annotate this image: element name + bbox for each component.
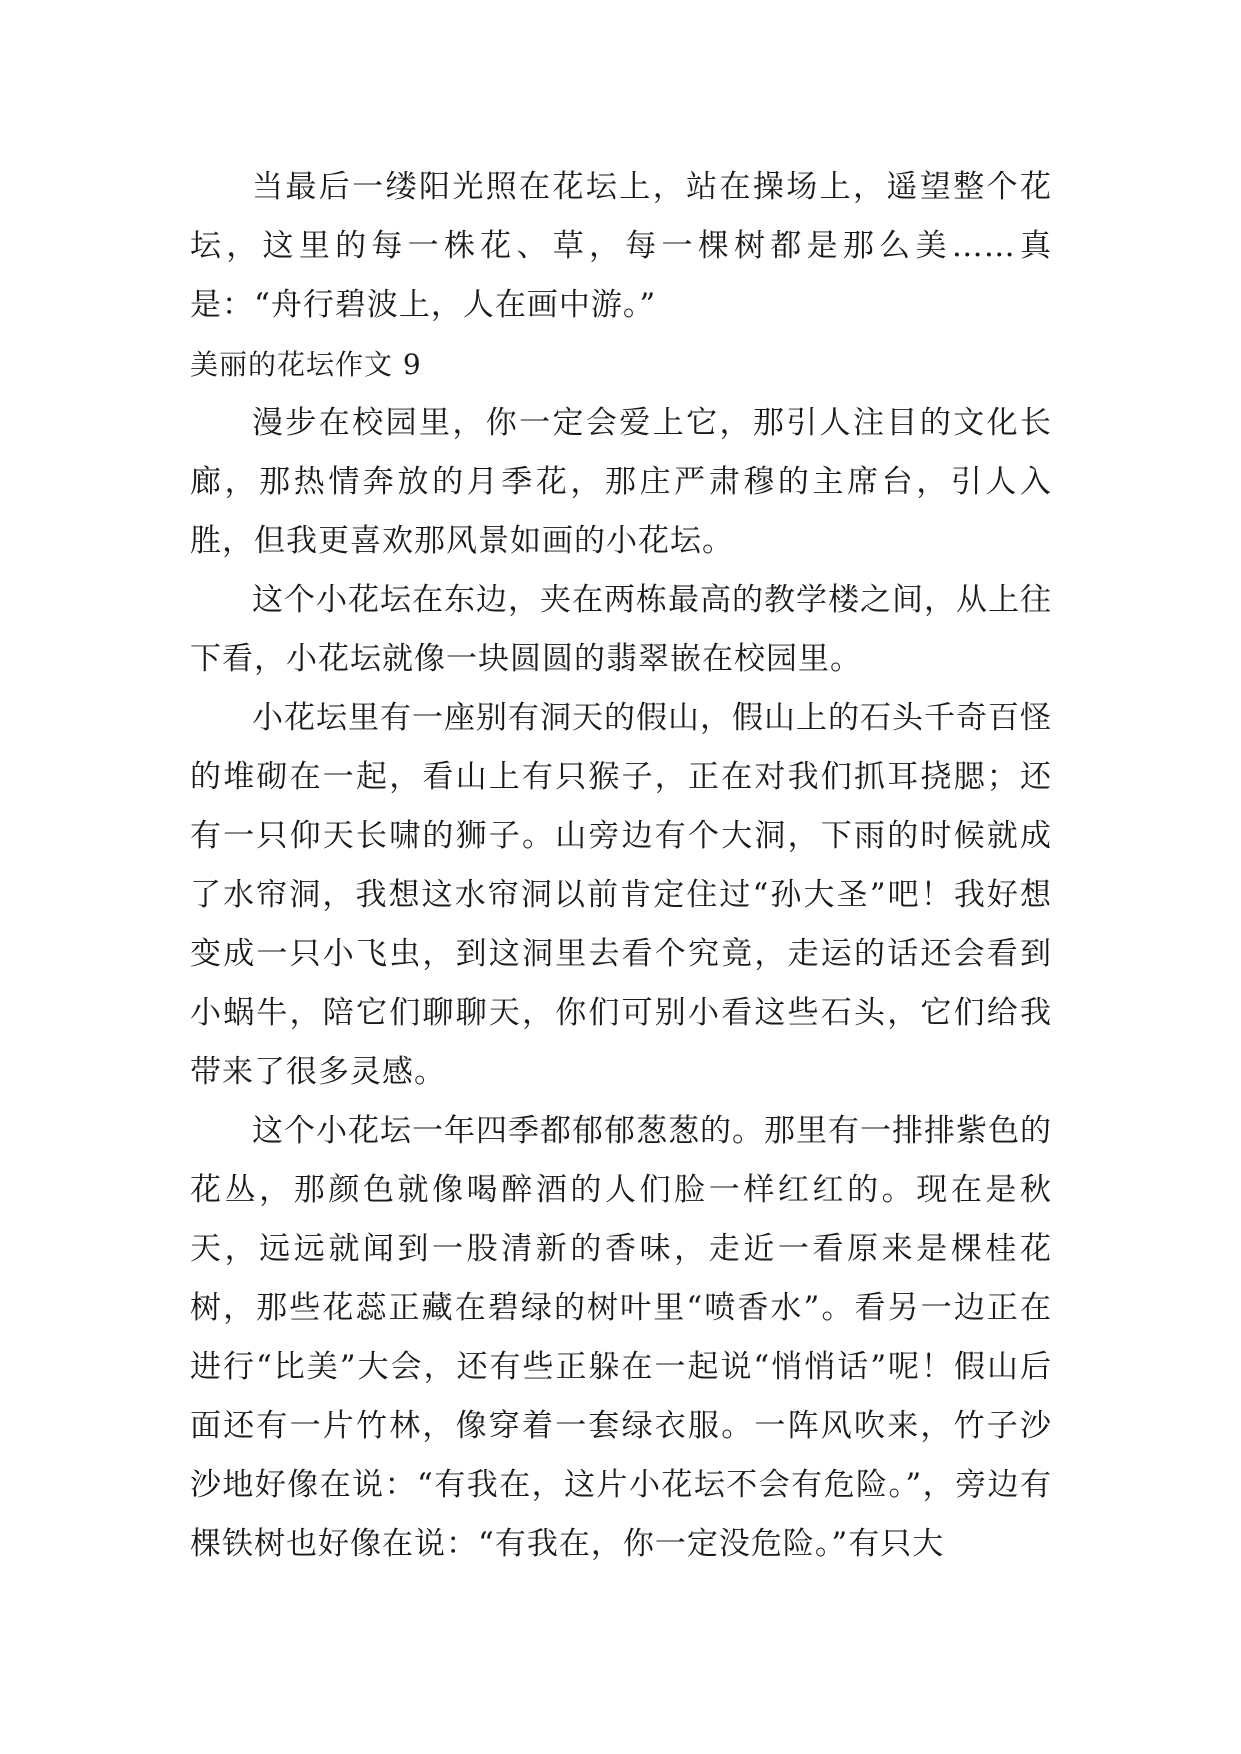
section-title: 美丽的花坛作文 9 xyxy=(190,348,422,381)
paragraph-campus-walk: 漫步在校园里，你一定会爱上它，那引人注目的文化长廊，那热情奔放的月季花，那庄严肃穆的主席台，引人入胜，但我更喜欢那风景如画的小花坛。 xyxy=(190,405,1052,559)
paragraph-garden-location: 这个小花坛在东边，夹在两栋最高的教学楼之间，从上往下看，小花坛就像一块圆圆的翡翠嵌在校园里。 xyxy=(190,582,1052,677)
document-page xyxy=(190,158,1052,1574)
paragraph-seasons: 这个小花坛一年四季都郁郁葱葱的。那里有一排排紫色的花丛，那颜色就像喝醉酒的人们脸一样红红的。现在是秋天，远远就闻到一股清新的香味，走近一看原来是棵桂花树，那些花蕊正藏在碧绿的树叶里“喷香水”。看另一边正在进行“比美”大会，还有些正躲在一起说“悄悄话”呢！假山后面还有一片竹林，像穿着一套绿衣服。一阵风吹来，竹子沙沙地好像在说：“有我在，这片小花坛不会有危险。”，旁边有棵铁树也好像在说：“有我在，你一定没危险。”有只大 xyxy=(190,1113,1052,1562)
paragraph-sunset: 当最后一缕阳光照在花坛上，站在操场上，遥望整个花坛，这里的每一株花、草，每一棵树都是那么美……真是：“舟行碧波上，人在画中游。” xyxy=(190,169,1052,323)
paragraph-rockery: 小花坛里有一座别有洞天的假山，假山上的石头千奇百怪的堆砌在一起，看山上有只猴子，正在对我们抓耳挠腮；还有一只仰天长啸的狮子。山旁边有个大洞，下雨的时候就成了水帘洞，我想这水帘洞以前肯定住过“孙大圣”吧！我好想变成一只小飞虫，到这洞里去看个究竟，走运的话还会看到小蜗牛，陪它们聊聊天，你们可别小看这些石头，它们给我带来了很多灵感。 xyxy=(190,700,1052,1090)
